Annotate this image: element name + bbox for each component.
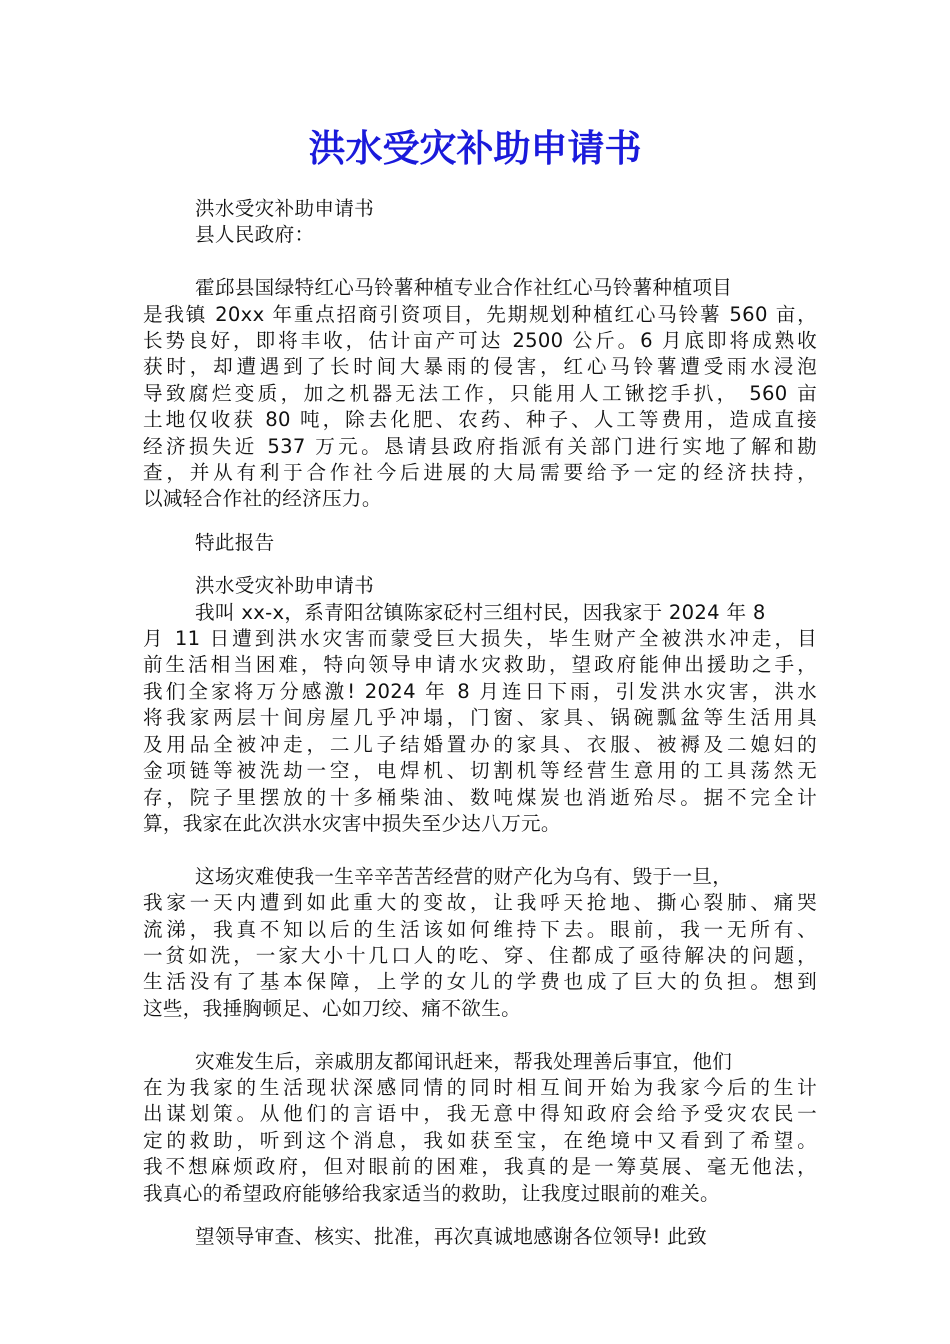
paragraph-gap <box>143 513 817 530</box>
paragraph-line: 算，我家在此次洪水灾害中损失至少达八万元。 <box>143 811 561 835</box>
paragraph-line: 及用品全被冲走，二儿子结婚置办的家具、衣服、被褥及二媳妇的 <box>143 732 817 756</box>
paragraph-line: 我叫 xx-x，系青阳岔镇陈家砭村三组村民，因我家于 2024 年 8 <box>195 600 766 624</box>
document-body <box>143 196 817 1250</box>
paragraph-line: 霍邱县国绿特红心马铃薯种植专业合作社红心马铃薯种植项目 <box>195 276 733 300</box>
paragraph-line: 我真心的希望政府能够给我家适当的救助，让我度过眼前的难关。 <box>143 1181 720 1205</box>
paragraph-line: 我家一天内遭到如此重大的变故，让我呼天抢地、撕心裂肺、痛哭 <box>143 891 817 915</box>
paragraph-line: 以减轻合作社的经济压力。 <box>143 487 382 511</box>
paragraph-line: 这些，我捶胸顿足、心如刀绞、痛不欲生。 <box>143 996 521 1020</box>
paragraph-line: 一贫如洗，一家大小十几口人的吃、穿、住都成了亟待解决的问题， <box>143 943 817 967</box>
paragraph-line: 出谋划策。从他们的言语中，我无意中得知政府会给予受灾农民一 <box>143 1102 817 1126</box>
paragraph-line: 是我镇 20xx 年重点招商引资项目，先期规划种植红心马铃薯 560 亩， <box>143 302 817 326</box>
section2-paragraph-4 <box>143 1224 817 1250</box>
paragraph-line: 月 11 日遭到洪水灾害而蒙受巨大损失，毕生财产全被洪水冲走，目 <box>143 627 817 651</box>
paragraph-line: 导致腐烂变质，加之机器无法工作，只能用人工锹挖手扒， 560 亩 <box>143 381 817 405</box>
section2-heading: 洪水受灾补助申请书 <box>195 574 375 598</box>
section1-paragraph <box>143 275 817 513</box>
section2-paragraph-1 <box>143 600 817 838</box>
paragraph-gap <box>143 1022 817 1048</box>
paragraph-line: 查，并从有利于合作社今后进展的大局需要给予一定的经济扶持， <box>143 461 817 485</box>
paragraph-gap <box>143 249 817 275</box>
document-title: 洪水受灾补助申请书 <box>308 126 642 170</box>
paragraph-line: 获时，却遭遇到了长时间大暴雨的侵害，红心马铃薯遭受雨水浸泡 <box>143 355 817 379</box>
paragraph-line: 定的救助，听到这个消息，我如获至宝，在绝境中又看到了希望。 <box>143 1128 817 1152</box>
paragraph-line: 长势良好，即将丰收，估计亩产可达 2500 公斤。6 月底即将成熟收 <box>143 329 817 353</box>
paragraph-line: 经济损失近 537 万元。恳请县政府指派有关部门进行实地了解和勘 <box>143 434 817 458</box>
paragraph-line: 我们全家将万分感激! 2024 年 8 月连日下雨，引发洪水灾害，洪水 <box>143 679 817 703</box>
paragraph-line: 将我家两层十间房屋几乎冲塌，门窗、家具、锅碗瓢盆等生活用具 <box>143 706 817 730</box>
paragraph-line: 灾难发生后，亲戚朋友都闻讯赶来，帮我处理善后事宜，他们 <box>195 1049 733 1073</box>
paragraph-line: 金项链等被洗劫一空，电焊机、切割机等经营生意用的工具荡然无 <box>143 759 817 783</box>
paragraph-gap <box>143 556 817 573</box>
paragraph-gap <box>143 1207 817 1224</box>
section2-paragraph-2 <box>143 864 817 1022</box>
paragraph-line: 存，院子里摆放的十多桶柴油、数吨煤炭也消逝殆尽。据不完全计 <box>143 785 817 809</box>
paragraph-line: 流涕，我真不知以后的生活该如何维持下去。眼前，我一无所有、 <box>143 917 817 941</box>
closing-text: 特此报告 <box>195 530 275 554</box>
paragraph-line: 土地仅收获 80 吨，除去化肥、农药、种子、人工等费用，造成直接 <box>143 408 817 432</box>
paragraph-line: 这场灾难使我一生辛辛苦苦经营的财产化为乌有、毁于一旦， <box>195 864 733 888</box>
section1-heading: 洪水受灾补助申请书 <box>195 197 375 220</box>
paragraph-gap <box>143 837 817 863</box>
paragraph-line: 前生活相当困难，特向领导申请水灾救助，望政府能伸出援助之手， <box>143 653 817 677</box>
paragraph-line: 我不想麻烦政府，但对眼前的困难，我真的是一筹莫展、毫无他法， <box>143 1155 817 1179</box>
section2-paragraph-3 <box>143 1049 817 1207</box>
paragraph-line: 望领导审查、核实、批准，再次真诚地感谢各位领导! 此致 <box>195 1224 708 1248</box>
paragraph-line: 生活没有了基本保障，上学的女儿的学费也成了巨大的负担。想到 <box>143 970 817 994</box>
salutation: 县人民政府： <box>195 223 315 247</box>
paragraph-line: 在为我家的生活现状深感同情的同时相互间开始为我家今后的生计 <box>143 1075 817 1099</box>
